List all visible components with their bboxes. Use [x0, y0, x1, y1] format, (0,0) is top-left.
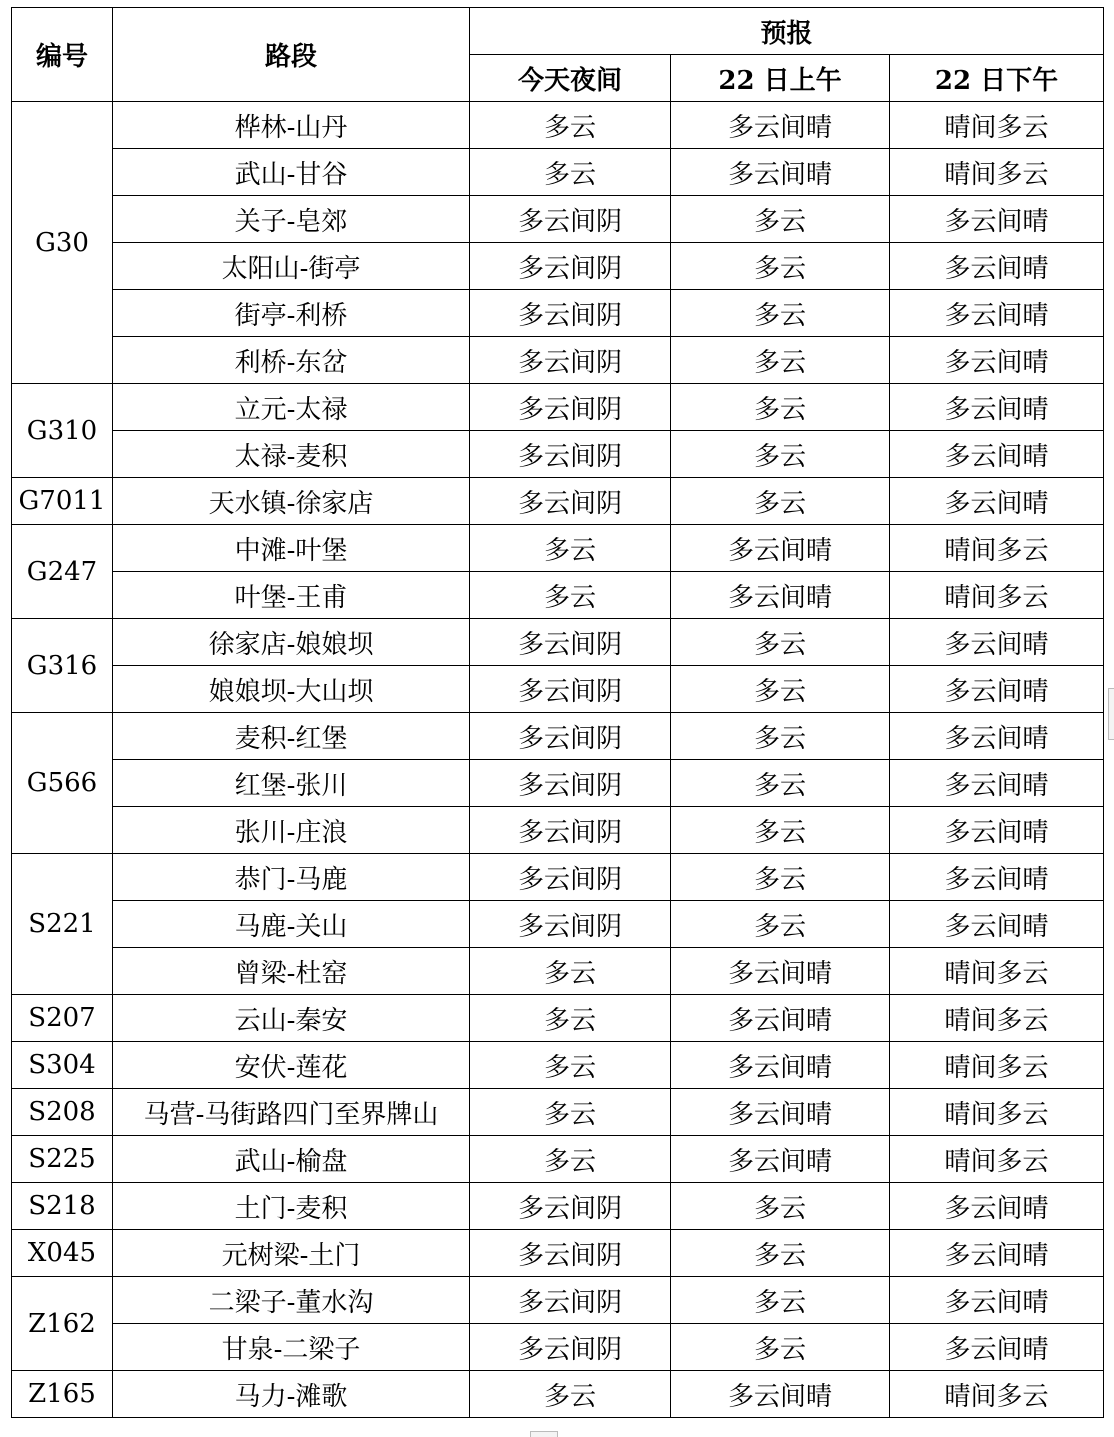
table-row	[12, 102, 1104, 149]
forecast-cell: 晴间多云	[890, 1371, 1104, 1418]
table-body	[12, 102, 1104, 1418]
forecast-cell: 多云间晴	[890, 1230, 1104, 1277]
forecast-cell: 多云间阴	[470, 1183, 671, 1230]
table-row	[12, 478, 1104, 525]
road-code-cell: G566	[12, 713, 113, 854]
road-code-cell: S208	[12, 1089, 113, 1136]
road-code-cell: G316	[12, 619, 113, 713]
segment-cell: 张川-庄浪	[113, 807, 470, 854]
table-row	[12, 431, 1104, 478]
forecast-cell: 多云	[671, 1183, 890, 1230]
segment-cell: 二梁子-董水沟	[113, 1277, 470, 1324]
forecast-cell: 晴间多云	[890, 525, 1104, 572]
forecast-cell: 晴间多云	[890, 995, 1104, 1042]
forecast-cell: 多云间晴	[671, 102, 890, 149]
scroll-edge-marker	[1108, 688, 1114, 740]
forecast-cell: 多云	[671, 1277, 890, 1324]
table-row	[12, 1277, 1104, 1324]
forecast-cell: 多云间晴	[890, 619, 1104, 666]
forecast-cell: 多云间晴	[890, 337, 1104, 384]
table-row	[12, 1324, 1104, 1371]
table-row	[12, 243, 1104, 290]
forecast-cell: 多云	[671, 854, 890, 901]
forecast-cell: 多云	[470, 572, 671, 619]
table-row	[12, 384, 1104, 431]
road-code-cell: X045	[12, 1230, 113, 1277]
forecast-cell: 多云间晴	[890, 854, 1104, 901]
segment-cell: 元树梁-土门	[113, 1230, 470, 1277]
road-code-cell: Z162	[12, 1277, 113, 1371]
forecast-cell: 多云	[470, 1042, 671, 1089]
forecast-cell: 多云间阴	[470, 243, 671, 290]
forecast-cell: 多云间阴	[470, 337, 671, 384]
forecast-cell: 多云间阴	[470, 196, 671, 243]
forecast-cell: 多云间阴	[470, 478, 671, 525]
forecast-cell: 多云间阴	[470, 1324, 671, 1371]
road-weather-forecast-table	[11, 7, 1104, 1418]
table-row	[12, 1183, 1104, 1230]
segment-cell: 麦积-红堡	[113, 713, 470, 760]
page-bottom-marker	[530, 1431, 558, 1437]
forecast-cell: 多云间晴	[890, 713, 1104, 760]
segment-cell: 叶堡-王甫	[113, 572, 470, 619]
forecast-cell: 多云间晴	[671, 948, 890, 995]
forecast-cell: 多云	[671, 713, 890, 760]
table-row	[12, 760, 1104, 807]
header-code: 编号	[12, 8, 113, 102]
forecast-cell: 晴间多云	[890, 948, 1104, 995]
forecast-cell: 多云间晴	[890, 666, 1104, 713]
forecast-cell: 多云	[671, 1230, 890, 1277]
road-code-cell: G30	[12, 102, 113, 384]
table-row	[12, 1136, 1104, 1183]
segment-cell: 桦林-山丹	[113, 102, 470, 149]
forecast-cell: 多云间晴	[890, 1324, 1104, 1371]
segment-cell: 太禄-麦积	[113, 431, 470, 478]
table-row	[12, 807, 1104, 854]
forecast-cell: 多云	[671, 384, 890, 431]
segment-cell: 土门-麦积	[113, 1183, 470, 1230]
forecast-cell: 多云间阴	[470, 1230, 671, 1277]
forecast-cell: 多云	[470, 149, 671, 196]
segment-cell: 武山-甘谷	[113, 149, 470, 196]
forecast-cell: 多云	[470, 1136, 671, 1183]
forecast-cell: 多云间晴	[890, 196, 1104, 243]
forecast-cell: 晴间多云	[890, 1089, 1104, 1136]
forecast-cell: 多云	[671, 196, 890, 243]
segment-cell: 天水镇-徐家店	[113, 478, 470, 525]
segment-cell: 立元-太禄	[113, 384, 470, 431]
segment-cell: 安伏-莲花	[113, 1042, 470, 1089]
segment-cell: 中滩-叶堡	[113, 525, 470, 572]
road-code-cell: Z165	[12, 1371, 113, 1418]
forecast-cell: 多云间晴	[890, 478, 1104, 525]
forecast-cell: 多云间阴	[470, 760, 671, 807]
table-row	[12, 196, 1104, 243]
forecast-cell: 多云间阴	[470, 854, 671, 901]
table-row	[12, 290, 1104, 337]
table-row	[12, 525, 1104, 572]
segment-cell: 关子-皂郊	[113, 196, 470, 243]
forecast-cell: 多云间阴	[470, 619, 671, 666]
road-code-cell: S221	[12, 854, 113, 995]
forecast-cell: 多云	[671, 760, 890, 807]
header-segment: 路段	[113, 8, 470, 102]
forecast-cell: 多云间晴	[890, 384, 1104, 431]
forecast-cell: 多云间晴	[671, 1042, 890, 1089]
forecast-cell: 多云间阴	[470, 807, 671, 854]
table-row	[12, 948, 1104, 995]
segment-cell: 马营-马街路四门至界牌山	[113, 1089, 470, 1136]
forecast-cell: 多云间晴	[671, 572, 890, 619]
forecast-cell: 多云间晴	[671, 1371, 890, 1418]
segment-cell: 恭门-马鹿	[113, 854, 470, 901]
forecast-cell: 多云	[470, 995, 671, 1042]
road-code-cell: S225	[12, 1136, 113, 1183]
forecast-cell: 多云间晴	[890, 760, 1104, 807]
forecast-cell: 多云	[470, 1089, 671, 1136]
forecast-cell: 多云间晴	[890, 1183, 1104, 1230]
table-row	[12, 901, 1104, 948]
table-row	[12, 1089, 1104, 1136]
forecast-cell: 多云间晴	[671, 149, 890, 196]
forecast-cell: 多云间阴	[470, 713, 671, 760]
header-forecast: 预报	[470, 8, 1104, 55]
header-period-tonight: 今天夜间	[470, 55, 671, 102]
forecast-cell: 多云间晴	[671, 1136, 890, 1183]
forecast-cell: 多云	[671, 337, 890, 384]
forecast-cell: 多云	[671, 478, 890, 525]
forecast-cell: 多云间晴	[890, 243, 1104, 290]
table-row	[12, 1042, 1104, 1089]
segment-cell: 街亭-利桥	[113, 290, 470, 337]
segment-cell: 甘泉-二梁子	[113, 1324, 470, 1371]
forecast-cell: 多云间晴	[890, 901, 1104, 948]
forecast-cell: 多云间阴	[470, 431, 671, 478]
forecast-cell: 多云	[470, 102, 671, 149]
forecast-cell: 晴间多云	[890, 572, 1104, 619]
forecast-cell: 多云	[671, 619, 890, 666]
forecast-cell: 多云间阴	[470, 901, 671, 948]
segment-cell: 云山-秦安	[113, 995, 470, 1042]
road-code-cell: G7011	[12, 478, 113, 525]
header-period-22-afternoon: 22 日下午	[890, 55, 1104, 102]
forecast-cell: 多云间阴	[470, 290, 671, 337]
forecast-cell: 多云	[671, 1324, 890, 1371]
segment-cell: 娘娘坝-大山坝	[113, 666, 470, 713]
segment-cell: 太阳山-街亭	[113, 243, 470, 290]
road-code-cell: S218	[12, 1183, 113, 1230]
table-header	[12, 8, 1104, 102]
forecast-cell: 晴间多云	[890, 1042, 1104, 1089]
segment-cell: 武山-榆盘	[113, 1136, 470, 1183]
forecast-cell: 晴间多云	[890, 1136, 1104, 1183]
forecast-cell: 多云	[671, 901, 890, 948]
forecast-cell: 晴间多云	[890, 102, 1104, 149]
forecast-cell: 多云	[470, 948, 671, 995]
forecast-cell: 多云间晴	[890, 807, 1104, 854]
header-period-22-morning: 22 日上午	[671, 55, 890, 102]
table-row	[12, 713, 1104, 760]
forecast-cell: 多云	[671, 666, 890, 713]
forecast-cell: 多云间晴	[890, 431, 1104, 478]
table-row	[12, 1371, 1104, 1418]
forecast-cell: 多云	[470, 1371, 671, 1418]
road-code-cell: G247	[12, 525, 113, 619]
forecast-cell: 多云间晴	[890, 290, 1104, 337]
road-code-cell: G310	[12, 384, 113, 478]
table-row	[12, 572, 1104, 619]
segment-cell: 马鹿-关山	[113, 901, 470, 948]
segment-cell: 利桥-东岔	[113, 337, 470, 384]
forecast-cell: 多云间阴	[470, 1277, 671, 1324]
forecast-cell: 多云间阴	[470, 384, 671, 431]
table-row	[12, 666, 1104, 713]
forecast-cell: 多云	[671, 243, 890, 290]
forecast-cell: 多云	[671, 431, 890, 478]
forecast-cell: 多云间晴	[890, 1277, 1104, 1324]
forecast-cell: 多云间晴	[671, 1089, 890, 1136]
forecast-cell: 多云	[671, 290, 890, 337]
forecast-cell: 多云	[671, 807, 890, 854]
forecast-cell: 晴间多云	[890, 149, 1104, 196]
table-row	[12, 619, 1104, 666]
road-code-cell: S207	[12, 995, 113, 1042]
segment-cell: 曾梁-杜窑	[113, 948, 470, 995]
segment-cell: 红堡-张川	[113, 760, 470, 807]
forecast-cell: 多云间晴	[671, 995, 890, 1042]
table-row	[12, 1230, 1104, 1277]
table-row	[12, 854, 1104, 901]
forecast-cell: 多云	[470, 525, 671, 572]
segment-cell: 马力-滩歌	[113, 1371, 470, 1418]
table-row	[12, 337, 1104, 384]
table-row	[12, 149, 1104, 196]
segment-cell: 徐家店-娘娘坝	[113, 619, 470, 666]
table-row	[12, 995, 1104, 1042]
forecast-cell: 多云间晴	[671, 525, 890, 572]
road-code-cell: S304	[12, 1042, 113, 1089]
forecast-cell: 多云间阴	[470, 666, 671, 713]
